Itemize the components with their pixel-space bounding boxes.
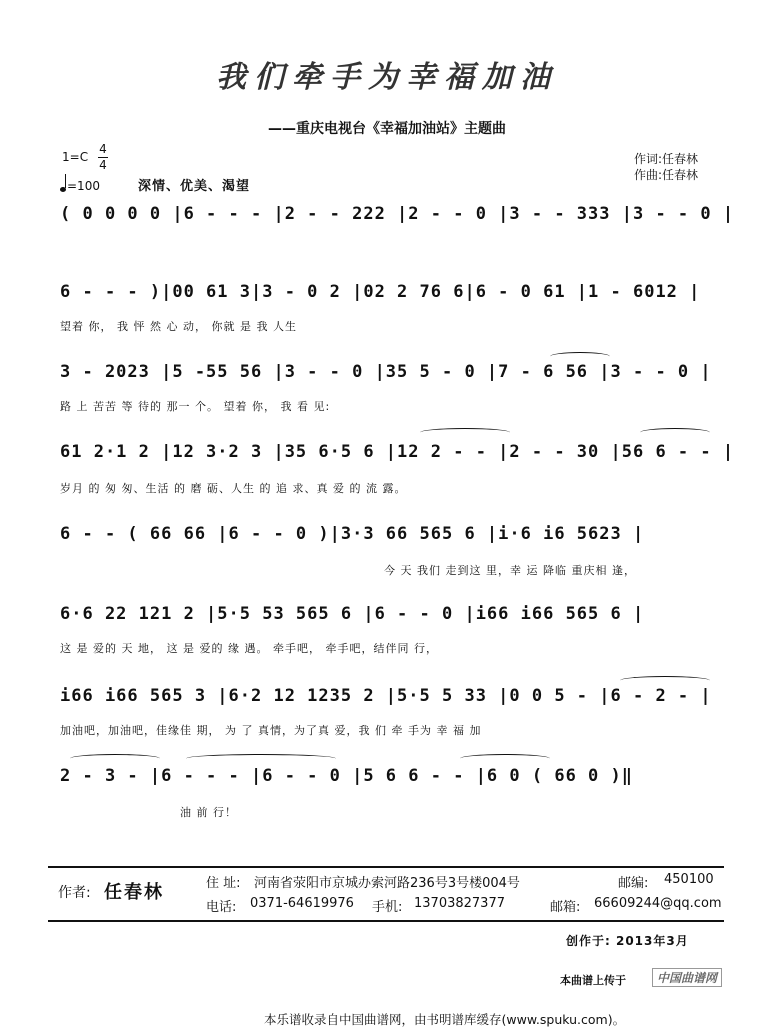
lyric-row-4: 岁月 的 匆 匆、生活 的 磨 砺、人生 的 追 求、真 爱 的 流 露。 (60, 482, 407, 495)
email-label: 邮箱: (550, 900, 581, 915)
composer-credit: 作曲:任春林 (634, 168, 699, 182)
score-row-1: ( 0 0 0 0 |6 - - - |2 - - 222 |2 - - 0 |3 - - 333 |3 - - 0 | (60, 204, 735, 224)
source-note: 本乐谱收录自中国曲谱网，由书明谱库缓存(www.spuku.com)。 (264, 1012, 626, 1027)
time-signature (98, 142, 108, 173)
score-row-3: 3 - 2023 |5 -55 56 |3 - - 0 |35 5 - 0 |7 - 6 56 |3 - - 0 | (60, 362, 712, 382)
created-date: 创作于: 2013年3月 (566, 934, 689, 948)
lyric-row-2: 望着 你， 我 怦 然 心 动， 你就 是 我 人生 (60, 320, 297, 333)
phone-value: 0371-64619976 (250, 896, 354, 911)
score-row-7: i66 i66 565 3 |6·2 12 1235 2 |5·5 5 33 |0 0 5 - |6 - 2 - | (60, 686, 712, 706)
lyric-row-6: 这 是 爱的 天 地， 这 是 爱的 缘 遇。 牵手吧， 牵手吧，结伴同 行， (60, 642, 438, 655)
address-value: 河南省荥阳市京城办索河路236号3号楼004号 (254, 876, 520, 891)
time-signature-bottom: 4 (99, 158, 107, 172)
song-subtitle: ——重庆电视台《幸福加油站》主题曲 (268, 121, 506, 137)
key-signature: 1=C (62, 150, 89, 164)
score-row-2: 6 - - - )|00 61 3|3 - 0 2 |02 2 76 6|6 - 0 61 |1 - 6012 | (60, 282, 701, 302)
lyric-row-3: 路 上 苦苦 等 待的 那一 个。 望着 你， 我 看 见: (60, 400, 331, 413)
lyric-row-7: 加油吧，加油吧，佳缘佳 期， 为 了 真情，为了真 爱，我 们 牵 手为 幸 福 加 (60, 724, 482, 737)
phone-label: 电话: (206, 900, 237, 915)
tempo-value: =100 (67, 179, 100, 193)
score-row-4: 61 2·1 2 |12 3·2 3 |35 6·5 6 |12 2 - - |2 - - 30 |56 6 - - | (60, 442, 735, 462)
lyricist-credit: 作词:任春林 (634, 152, 699, 166)
site-logo[interactable]: 中国曲谱网 (652, 968, 722, 987)
lyric-row-5: 今 天 我们 走到这 里，幸 运 降临 重庆相 逢， (384, 564, 636, 577)
author-label: 作者: (58, 885, 91, 901)
upload-note: 本曲谱上传于 (560, 974, 626, 987)
time-signature-top: 4 (99, 142, 107, 156)
postcode-value: 450100 (664, 872, 714, 887)
tempo-marking (60, 176, 100, 193)
score-row-6: 6·6 22 121 2 |5·5 53 565 6 |6 - - 0 |i66 i66 565 6 | (60, 604, 645, 624)
address-label: 住 址: (206, 876, 241, 891)
author-name: 任春林 (104, 882, 164, 903)
score-row-8: 2 - 3 - |6 - - - |6 - - 0 |5 6 6 - - |6 0 ( 66 0 )‖ (60, 766, 633, 786)
email-value: 66609244@qq.com (594, 896, 722, 911)
mobile-value: 13703827377 (414, 896, 505, 911)
mobile-label: 手机: (372, 900, 403, 915)
score-row-5: 6 - - ( 66 66 |6 - - 0 )|3·3 66 565 6 |i·6 i6 5623 | (60, 524, 645, 544)
lyric-row-8: 油 前 行！ (180, 806, 237, 819)
song-title: 我们牵手为幸福加油 (216, 60, 558, 95)
postcode-label: 邮编: (618, 876, 649, 891)
expression-marking: 深情、优美、渴望 (138, 179, 251, 194)
